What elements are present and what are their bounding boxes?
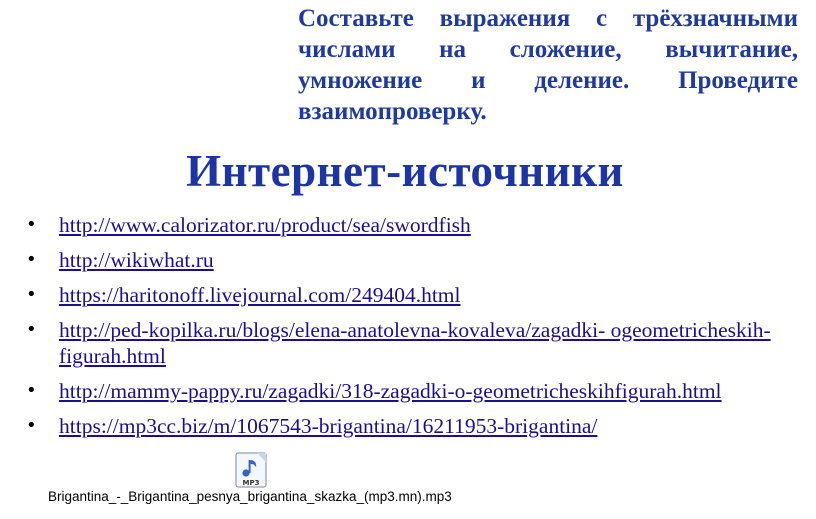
list-item xyxy=(26,413,806,439)
bullet-icon: • xyxy=(26,380,37,401)
source-link[interactable]: http://ped-kopilka.ru/blogs/elena-anatolevna-kovaleva/zagadki- ogeometricheskih-figurah.html xyxy=(59,318,771,368)
sources-list xyxy=(26,212,806,448)
list-item xyxy=(26,212,806,238)
bullet-icon: • xyxy=(26,415,37,436)
source-link[interactable]: https://haritonoff.livejournal.com/249404.html xyxy=(59,283,461,307)
audio-attachment[interactable] xyxy=(48,452,478,512)
bullet-icon: • xyxy=(26,249,37,270)
list-item xyxy=(26,247,806,273)
source-link[interactable]: http://wikiwhat.ru xyxy=(59,248,214,272)
page-title: Интернет-источники xyxy=(186,146,624,196)
mp3-label: MP3 xyxy=(242,479,260,487)
source-link[interactable]: http://www.calorizator.ru/product/sea/swordfish xyxy=(59,213,471,237)
task-instruction: Составьте выражения с трёхзначными числами на сложение, вычитание, умножение и деление. Проведите взаимопроверку. xyxy=(298,5,798,125)
bullet-icon: • xyxy=(26,214,37,235)
list-item xyxy=(26,282,806,308)
file-name: Brigantina_-_Brigantina_pesnya_brigantina_skazka_(mp3.mn).mp3 xyxy=(48,489,452,504)
mp3-file-icon[interactable] xyxy=(234,452,268,488)
list-item xyxy=(26,378,806,404)
bullet-icon: • xyxy=(26,319,37,340)
source-link[interactable]: http://mammy-pappy.ru/zagadki/318-zagadki-o-geometricheskihfigurah.html xyxy=(59,379,722,403)
source-link[interactable]: https://mp3cc.biz/m/1067543-brigantina/16211953-brigantina/ xyxy=(59,414,598,438)
bullet-icon: • xyxy=(26,284,37,305)
list-item xyxy=(26,317,806,369)
